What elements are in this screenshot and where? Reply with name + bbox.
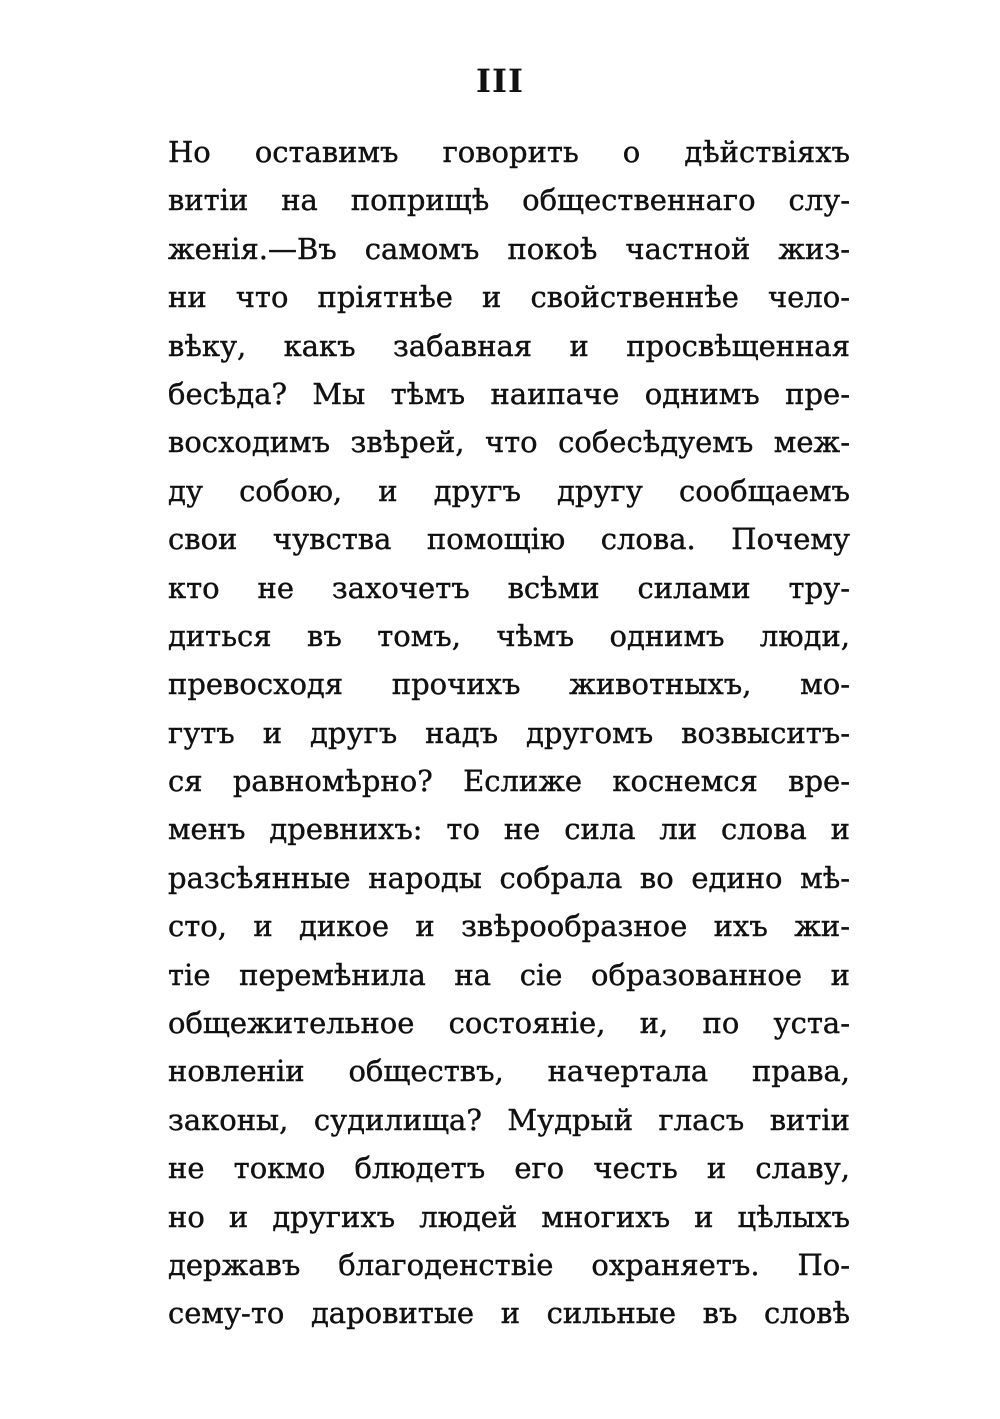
text-line: сему-то даровитые и сильные въ словѣ bbox=[168, 1296, 850, 1331]
text-line: разсѣянные народы собрала во едино мѣ- bbox=[168, 860, 850, 895]
text-line: ся равномѣрно? Еслиже коснемся вре- bbox=[168, 764, 850, 799]
text-line: сто, и дикое и звѣрообразное ихъ жи- bbox=[168, 909, 850, 944]
text-line: кто не захочетъ всѣми силами тру- bbox=[168, 570, 850, 605]
text-line: бесѣда? Мы тѣмъ наипаче однимъ пре- bbox=[168, 376, 850, 411]
text-line: свои чувства помощію слова. Почему bbox=[168, 522, 850, 557]
text-line: превосходя прочихъ животныхъ, мо- bbox=[168, 667, 850, 702]
body-text bbox=[168, 128, 850, 1338]
text-line: новленіи обществъ, начертала права, bbox=[168, 1054, 850, 1089]
text-line: витіи на поприщѣ общественнаго слу- bbox=[168, 183, 850, 218]
text-line: не токмо блюдетъ его честь и славу, bbox=[168, 1151, 850, 1186]
text-line: вѣку, какъ забавная и просвѣщенная bbox=[168, 328, 850, 363]
text-line: державъ благоденствіе охраняетъ. По- bbox=[168, 1247, 850, 1282]
text-line: менъ древнихъ: то не сила ли слова и bbox=[168, 812, 850, 847]
text-line: Но оставимъ говорить о дѣйствіяхъ bbox=[168, 135, 850, 169]
text-line: но и другихъ людей многихъ и цѣлыхъ bbox=[168, 1199, 850, 1234]
text-line: женія.—Въ самомъ покоѣ частной жиз- bbox=[168, 231, 850, 266]
text-line: ду собою, и другъ другу сообщаемъ bbox=[168, 473, 850, 508]
text-line: диться въ томъ, чѣмъ однимъ люди, bbox=[168, 618, 850, 653]
text-line: ни что пріятнѣе и свойственнѣе чело- bbox=[168, 280, 850, 315]
text-line: общежительное состояніе, и, по уста- bbox=[168, 1006, 850, 1041]
page-number: III bbox=[476, 62, 524, 100]
text-line: гутъ и другъ надъ другомъ возвыситъ- bbox=[168, 715, 850, 750]
text-line: законы, судилища? Мудрый гласъ витіи bbox=[168, 1102, 850, 1137]
text-line: восходимъ звѣрей, что собесѣдуемъ меж- bbox=[168, 425, 850, 460]
text-line: тіе перемѣнила на сіе образованное и bbox=[168, 957, 850, 992]
